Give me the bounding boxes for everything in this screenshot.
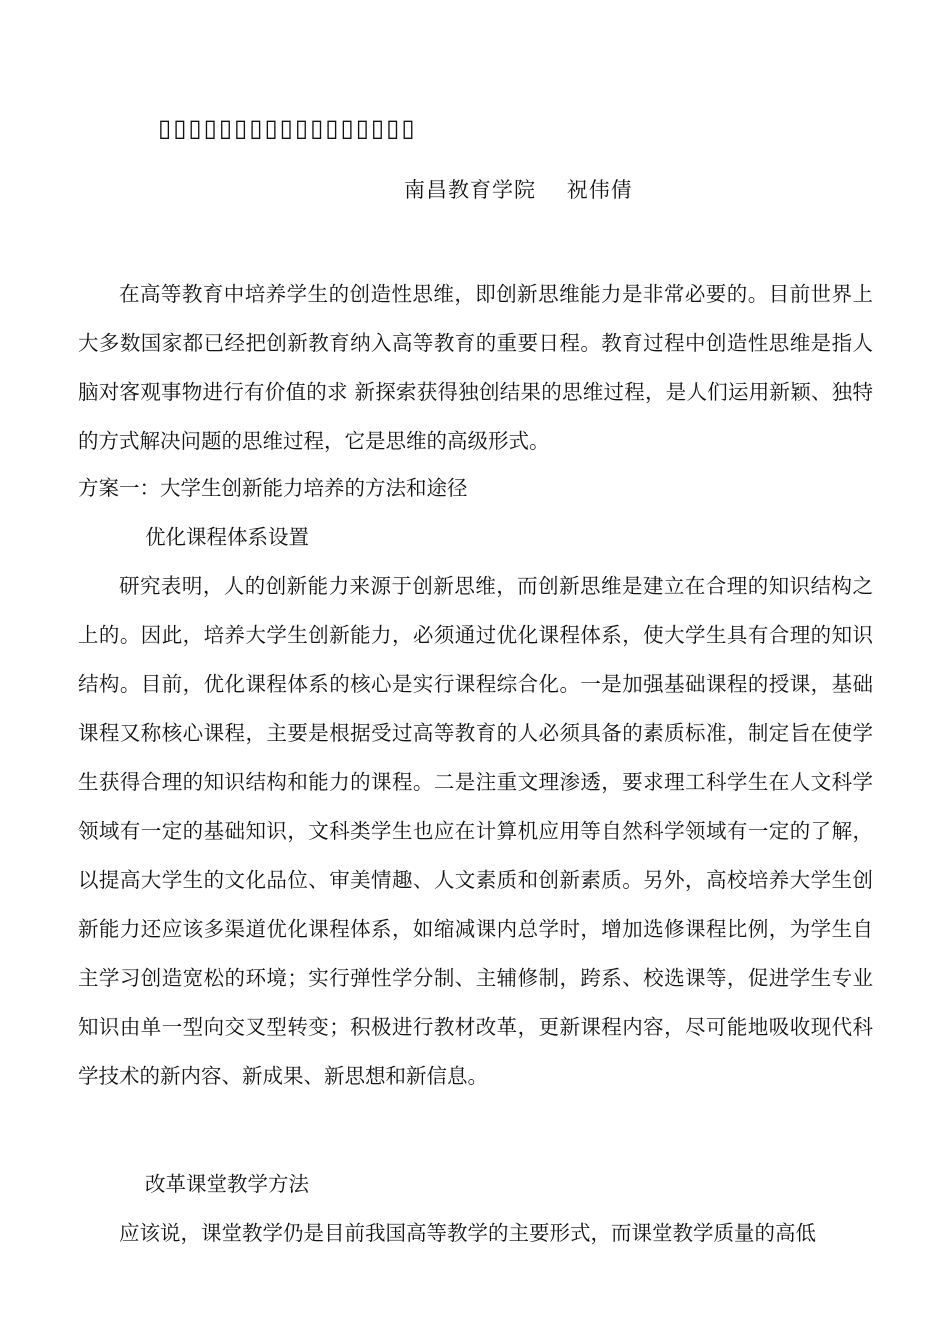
- section-heading-curriculum: 优化课程体系设置: [145, 525, 309, 549]
- section-paragraph-teaching-method: 应该说，课堂教学仍是目前我国高等教学的主要形式，而课堂教学质量的高低: [119, 1221, 816, 1245]
- scheme-heading: 方案一：大学生创新能力培养的方法和途径: [78, 476, 468, 500]
- intro-paragraph: 在高等教育中培养学生的创造性思维，即创新思维能力是非常必要的。目前世界上大多数国家都已经把创新教育纳入高等教育的重要日程。教育过程中创造性思维是指人脑对客观事物进行有价值的求 新探索获得独创结果的思维过程，是人们运用新颖、独特的方式解决问题的思维过程，它是思维的高级形式。: [78, 282, 873, 453]
- section-paragraph-curriculum: 研究表明，人的创新能力来源于创新思维，而创新思维是建立在合理的知识结构之上的。因此，培养大学生创新能力，必须通过优化课程体系，使大学生具有合理的知识结构。目前，优化课程体系的核心是实行课程综合化。一是加强基础课程的授课，基础课程又称核心课程，主要是根据受过高等教育的人必须具备的素质标准，制定旨在使学生获得合理的知识结构和能力的课程。二是注重文理渗透，要求理工科学生在人文科学领域有一定的基础知识，文科类学生也应在计算机应用等自然科学领域有一定的了解，以提高大学生的文化品位、审美情趣、人文素质和创新素质。另外，高校培养大学生创新能力还应该多渠道优化课程体系，如缩减课内总学时，增加选修课程比例，为学生自主学习创造宽松的环境；实行弹性学分制、主辅修制，跨系、校选课等，促进学生专业知识由单一型向交叉型转变；积极进行教材改革，更新课程内容，尽可能地吸收现代科学技术的新内容、新成果、新思想和新信息。: [78, 574, 873, 1088]
- document-title: ▯▯▯▯▯▯▯▯▯▯▯▯▯▯▯▯▯: [158, 114, 417, 142]
- author-line: 南昌教育学院 祝伟倩: [404, 178, 633, 202]
- section-heading-teaching-method: 改革课堂教学方法: [145, 1172, 309, 1196]
